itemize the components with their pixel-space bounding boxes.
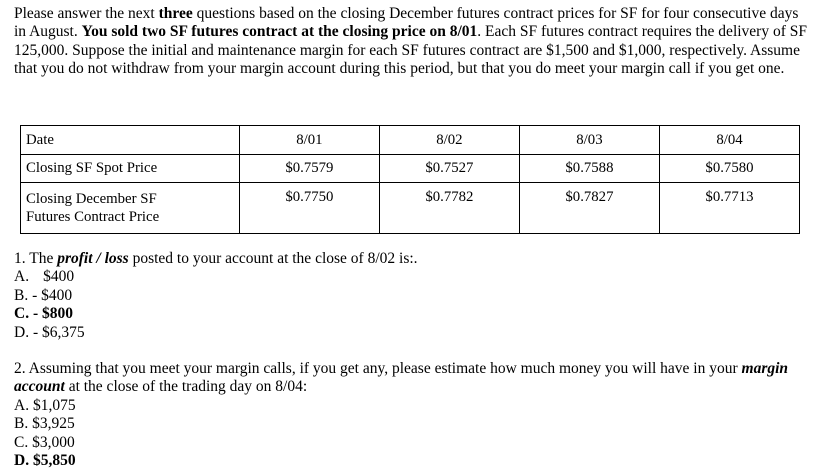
futures-label-line2: Futures Contract Price <box>26 209 160 225</box>
header-cell-0802: 8/02 <box>379 126 519 155</box>
question-1 <box>14 250 418 342</box>
question-1-stem <box>14 250 418 268</box>
q1-choice-c-text: - $800 <box>32 305 73 323</box>
spot-cell-0804: $0.7580 <box>659 155 799 183</box>
header-cell-date: Date <box>21 126 240 155</box>
intro-text-2: questions based on the closing December futures contract prices for SF for four consecutive days in August. <box>14 5 799 41</box>
header-cell-0801: 8/01 <box>239 126 379 155</box>
q2-choice-c <box>14 434 814 452</box>
q1-choice-b-text: - $400 <box>32 286 73 304</box>
table-row-futures <box>21 183 800 234</box>
q2-suffix: at the close of the trading day on 8/04: <box>64 378 308 396</box>
q1-choice-a-text: $400 <box>43 268 75 286</box>
spot-cell-0802: $0.7527 <box>379 155 519 183</box>
q1-choice-c <box>14 305 418 323</box>
intro-text-3: . Each SF futures contract requires the delivery of SF 125,000. Suppose the initial and maintenance margin for each SF futures contract are $1,500 and $1,000, respectively. Assume that you do not withdraw from your margin account during this period, but that you do meet your margin call if you get one. <box>14 23 807 78</box>
futures-cell-0802: $0.7782 <box>379 183 519 234</box>
q1-choice-b <box>14 287 418 305</box>
q1-choice-d-text: - $6,375 <box>32 323 85 341</box>
q2-choice-d-text: $5,850 <box>32 452 76 470</box>
q1-choice-c-letter: C. <box>14 305 30 323</box>
spot-cell-0803: $0.7588 <box>519 155 659 183</box>
header-cell-0804: 8/04 <box>659 126 799 155</box>
futures-row-label <box>21 183 240 234</box>
futures-cell-0804: $0.7713 <box>659 183 799 234</box>
spot-row-label: Closing SF Spot Price <box>21 155 240 183</box>
q2-prefix: 2. Assuming that you meet your margin calls, if you get any, please estimate how much money you will have in your <box>14 360 742 377</box>
q2-emphasis: margin account <box>14 360 789 396</box>
question-2 <box>14 360 814 470</box>
spot-cell-0801: $0.7579 <box>239 155 379 183</box>
q2-choice-a <box>14 397 814 415</box>
q1-prefix: 1. The <box>14 250 58 267</box>
futures-cell-0803: $0.7827 <box>519 183 659 234</box>
q2-choice-b-letter: B. <box>14 415 29 433</box>
q2-choice-d <box>14 452 814 470</box>
q1-choice-a <box>14 268 418 286</box>
intro-paragraph <box>14 5 814 79</box>
q2-choice-a-letter: A. <box>14 396 30 414</box>
q1-choice-a-letter: A. <box>14 268 30 286</box>
futures-cell-0801: $0.7750 <box>239 183 379 234</box>
table-header-row <box>21 126 800 155</box>
intro-bold-sold: You sold two SF futures contract at the closing price on 8/01 <box>81 23 478 41</box>
question-2-stem <box>14 360 814 397</box>
q1-choice-d <box>14 324 418 342</box>
intro-text-1: Please answer the next <box>14 5 159 22</box>
q2-choice-d-letter: D. <box>14 452 30 470</box>
table-row-spot <box>21 155 800 183</box>
q2-choice-c-text: $3,000 <box>32 433 75 451</box>
header-cell-0803: 8/03 <box>519 126 659 155</box>
q1-suffix: posted to your account at the close of 8/02 is:. <box>128 250 418 267</box>
q2-choice-b-text: $3,925 <box>32 415 75 433</box>
q1-emphasis: profit / loss <box>57 250 129 267</box>
intro-bold-three: three <box>158 5 193 22</box>
price-table <box>20 125 800 234</box>
q1-choice-b-letter: B. <box>14 286 29 304</box>
q2-choice-a-text: $1,075 <box>32 396 76 414</box>
q1-choice-d-letter: D. <box>14 323 30 341</box>
q2-choice-c-letter: C. <box>14 433 29 451</box>
q2-choice-b <box>14 415 814 433</box>
futures-label-line1: Closing December SF <box>26 190 157 207</box>
